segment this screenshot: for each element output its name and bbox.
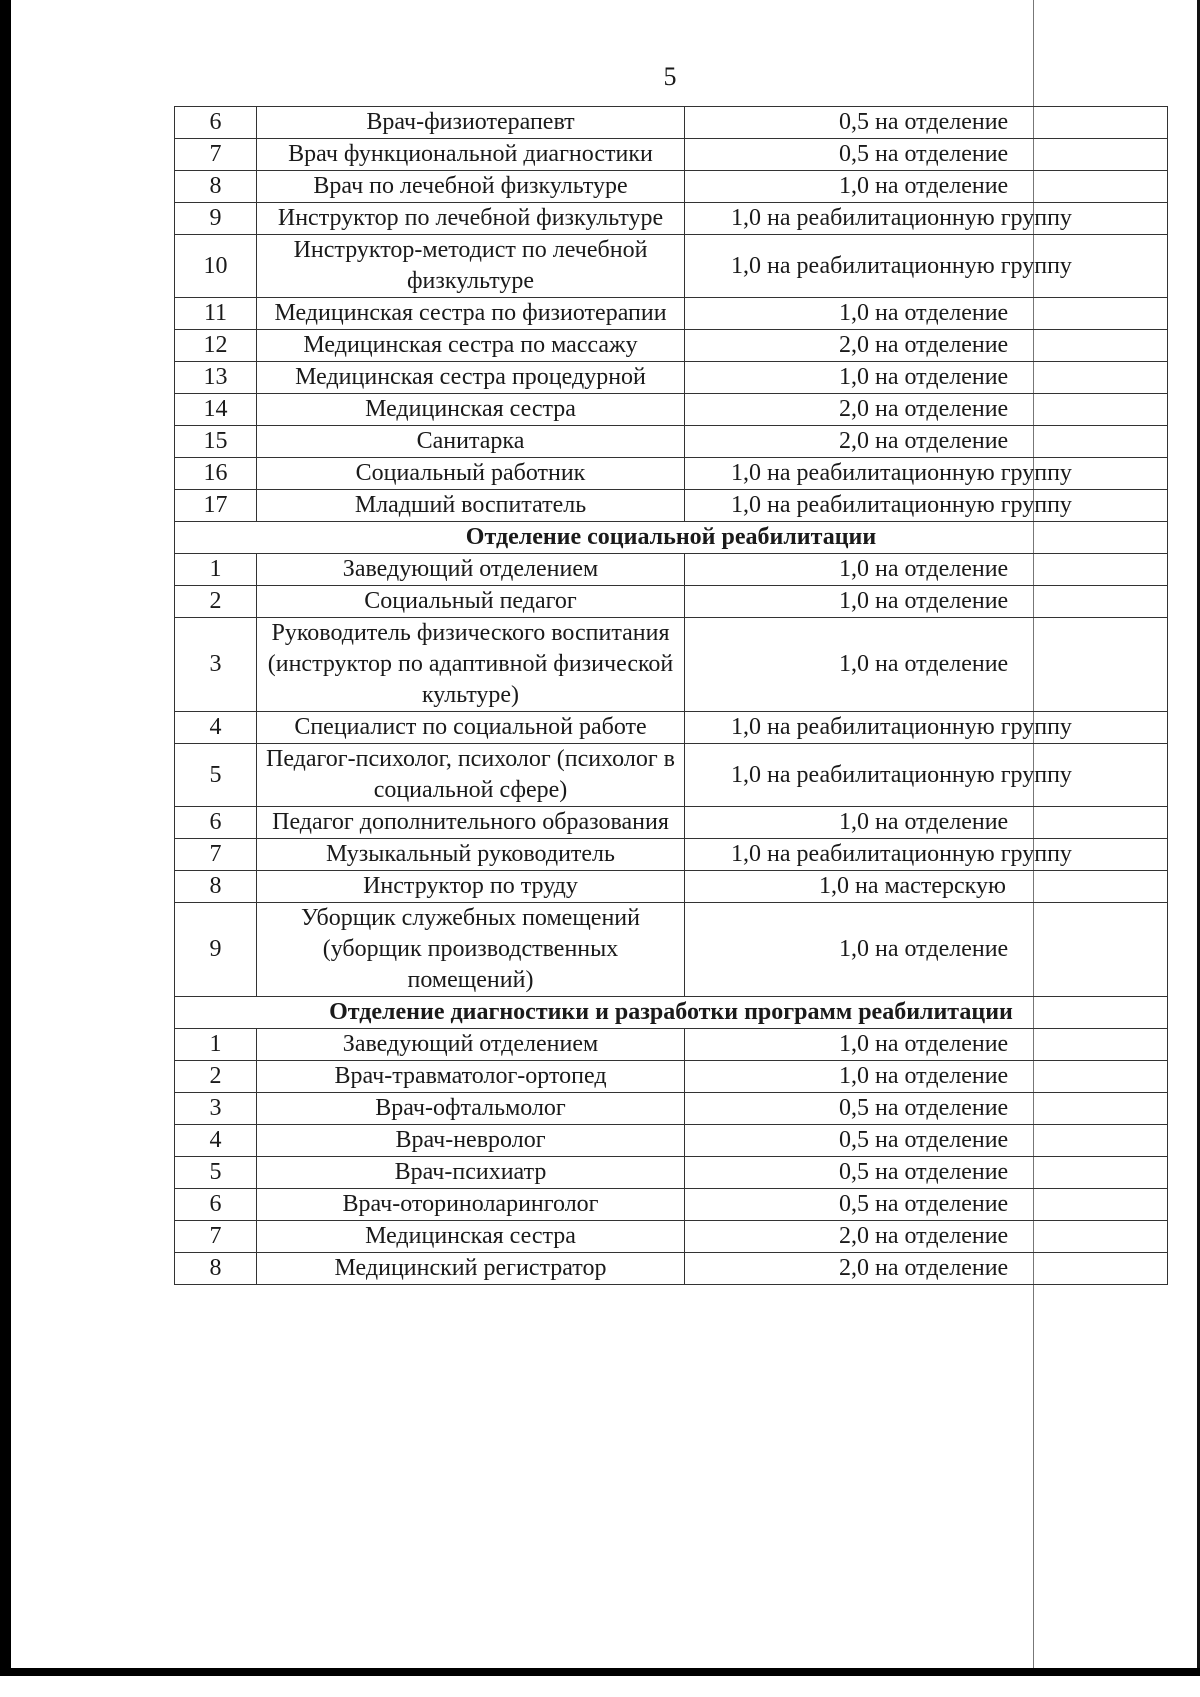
position-title: Медицинская сестра — [257, 1221, 685, 1253]
staff-rate-cell — [685, 490, 1168, 522]
row-number: 5 — [175, 744, 257, 807]
position-title: Врач-психиатр — [257, 1157, 685, 1189]
position-title: Медицинская сестра по массажу — [257, 330, 685, 362]
row-number: 13 — [175, 362, 257, 394]
row-number: 9 — [175, 903, 257, 997]
staff-rate-cell — [685, 235, 1168, 298]
staff-rate: 1,0 на отделение — [839, 1031, 1009, 1057]
row-number: 3 — [175, 618, 257, 712]
page-number: 5 — [663, 62, 677, 91]
staff-rate: 1,0 на реабилитационную группу — [731, 205, 1072, 231]
position-title: Медицинская сестра процедурной — [257, 362, 685, 394]
scan-edge-bottom — [0, 1668, 1200, 1676]
staff-rate: 1,0 на реабилитационную группу — [731, 761, 1072, 788]
staff-rate-cell — [685, 362, 1168, 394]
row-number: 11 — [175, 298, 257, 330]
staff-rate-cell — [685, 744, 1168, 807]
table-row — [175, 426, 1168, 458]
position-title: Инструктор-методист по лечебной физкультуре — [257, 235, 685, 298]
staff-rate-cell — [685, 1189, 1168, 1221]
table-row — [175, 171, 1168, 203]
staff-rate-cell — [685, 839, 1168, 871]
position-title: Врач-физиотерапевт — [257, 107, 685, 139]
staff-rate: 0,5 на отделение — [839, 1191, 1009, 1217]
staff-rate: 1,0 на реабилитационную группу — [731, 841, 1072, 867]
position-title: Санитарка — [257, 426, 685, 458]
section-title: Отделение социальной реабилитации — [175, 522, 1168, 554]
table-row — [175, 1253, 1168, 1285]
table-row — [175, 1029, 1168, 1061]
row-number: 17 — [175, 490, 257, 522]
position-title: Социальный педагог — [257, 586, 685, 618]
position-title: Социальный работник — [257, 458, 685, 490]
position-title: Музыкальный руководитель — [257, 839, 685, 871]
position-title: Врач-оториноларинголог — [257, 1189, 685, 1221]
row-number: 14 — [175, 394, 257, 426]
row-number: 1 — [175, 554, 257, 586]
row-number: 16 — [175, 458, 257, 490]
row-number: 6 — [175, 107, 257, 139]
staff-rate: 1,0 на отделение — [839, 1063, 1009, 1089]
position-title: Врач функциональной диагностики — [257, 139, 685, 171]
row-number: 7 — [175, 139, 257, 171]
table-row — [175, 1157, 1168, 1189]
row-number: 4 — [175, 712, 257, 744]
row-number: 5 — [175, 1157, 257, 1189]
row-number: 2 — [175, 1061, 257, 1093]
staff-rate-cell — [685, 1125, 1168, 1157]
staff-rate-cell — [685, 171, 1168, 203]
table-row — [175, 1093, 1168, 1125]
staff-rate-cell — [685, 298, 1168, 330]
table-row — [175, 107, 1168, 139]
table-row — [175, 458, 1168, 490]
section-header-row — [175, 997, 1168, 1029]
staff-rate-cell — [685, 107, 1168, 139]
table-row — [175, 1221, 1168, 1253]
position-title: Педагог дополнительного образования — [257, 807, 685, 839]
staff-rate-cell — [685, 586, 1168, 618]
table-row — [175, 235, 1168, 298]
table-row — [175, 618, 1168, 712]
table-row — [175, 298, 1168, 330]
position-title: Инструктор по лечебной физкультуре — [257, 203, 685, 235]
row-number: 9 — [175, 203, 257, 235]
staff-rate-cell — [685, 458, 1168, 490]
staff-rate: 1,0 на отделение — [839, 173, 1009, 199]
staff-rate-cell — [685, 871, 1168, 903]
staff-rate: 1,0 на отделение — [839, 936, 1009, 962]
table-row — [175, 490, 1168, 522]
table-row — [175, 203, 1168, 235]
staff-rate-cell — [685, 1157, 1168, 1189]
row-number: 8 — [175, 171, 257, 203]
position-title: Инструктор по труду — [257, 871, 685, 903]
staff-rate: 0,5 на отделение — [839, 141, 1009, 167]
table-row — [175, 807, 1168, 839]
staff-rate-cell — [685, 554, 1168, 586]
staff-rate: 2,0 на отделение — [839, 332, 1009, 358]
row-number: 6 — [175, 807, 257, 839]
staff-rate-cell — [685, 394, 1168, 426]
staff-rate: 0,5 на отделение — [839, 109, 1009, 135]
row-number: 3 — [175, 1093, 257, 1125]
staff-rate-cell — [685, 1221, 1168, 1253]
table-row — [175, 362, 1168, 394]
table-row — [175, 1061, 1168, 1093]
staff-rate: 2,0 на отделение — [839, 428, 1009, 454]
staff-rate: 2,0 на отделение — [839, 1223, 1009, 1249]
table-row — [175, 744, 1168, 807]
position-title: Специалист по социальной работе — [257, 712, 685, 744]
row-number: 8 — [175, 1253, 257, 1285]
position-title: Заведующий отделением — [257, 554, 685, 586]
position-title: Врач-офтальмолог — [257, 1093, 685, 1125]
staff-rate: 0,5 на отделение — [839, 1159, 1009, 1185]
row-number: 7 — [175, 1221, 257, 1253]
section-header-row — [175, 522, 1168, 554]
position-title: Руководитель физического воспитания (инструктор по адаптивной физической культуре) — [257, 618, 685, 712]
staff-rate-cell — [685, 618, 1168, 712]
staff-rate: 1,0 на мастерскую — [819, 873, 1006, 899]
table-row — [175, 554, 1168, 586]
table-row — [175, 139, 1168, 171]
staff-rate-cell — [685, 807, 1168, 839]
staff-rate: 1,0 на реабилитационную группу — [731, 460, 1072, 486]
staffing-table — [174, 106, 1168, 1285]
staff-rate: 0,5 на отделение — [839, 1127, 1009, 1153]
table-row — [175, 903, 1168, 997]
row-number: 12 — [175, 330, 257, 362]
staff-rate-cell — [685, 1093, 1168, 1125]
row-number: 10 — [175, 235, 257, 298]
staff-rate: 1,0 на реабилитационную группу — [731, 714, 1072, 740]
table-row — [175, 839, 1168, 871]
staff-rate: 0,5 на отделение — [839, 1095, 1009, 1121]
staff-rate: 2,0 на отделение — [839, 1255, 1009, 1281]
staff-rate-cell — [685, 203, 1168, 235]
row-number: 2 — [175, 586, 257, 618]
row-number: 8 — [175, 871, 257, 903]
position-title: Заведующий отделением — [257, 1029, 685, 1061]
position-title: Врач-невролог — [257, 1125, 685, 1157]
staff-rate: 2,0 на отделение — [839, 396, 1009, 422]
scan-edge-left — [0, 0, 11, 1668]
section-title: Отделение диагностики и разработки программ реабилитации — [175, 997, 1168, 1029]
staff-rate: 1,0 на реабилитационную группу — [731, 252, 1072, 279]
table-row — [175, 330, 1168, 362]
position-title: Медицинская сестра по физиотерапии — [257, 298, 685, 330]
staff-rate: 1,0 на реабилитационную группу — [731, 492, 1072, 518]
position-title: Врач по лечебной физкультуре — [257, 171, 685, 203]
position-title: Медицинский регистратор — [257, 1253, 685, 1285]
staffing-table-body — [175, 107, 1168, 1285]
staff-rate-cell — [685, 426, 1168, 458]
table-row — [175, 712, 1168, 744]
table-row — [175, 394, 1168, 426]
staff-rate: 1,0 на отделение — [839, 809, 1009, 835]
staff-rate-cell — [685, 139, 1168, 171]
table-row — [175, 586, 1168, 618]
staff-rate-cell — [685, 1253, 1168, 1285]
position-title: Младший воспитатель — [257, 490, 685, 522]
position-title: Педагог-психолог, психолог (психолог в социальной сфере) — [257, 744, 685, 807]
staff-rate-cell — [685, 903, 1168, 997]
position-title: Медицинская сестра — [257, 394, 685, 426]
position-title: Уборщик служебных помещений (уборщик производственных помещений) — [257, 903, 685, 997]
staff-rate: 1,0 на отделение — [839, 556, 1009, 582]
row-number: 15 — [175, 426, 257, 458]
staff-rate-cell — [685, 1029, 1168, 1061]
staff-rate: 1,0 на отделение — [839, 588, 1009, 614]
row-number: 1 — [175, 1029, 257, 1061]
row-number: 7 — [175, 839, 257, 871]
table-row — [175, 1125, 1168, 1157]
staff-rate: 1,0 на отделение — [839, 651, 1009, 677]
table-row — [175, 871, 1168, 903]
staff-rate: 1,0 на отделение — [839, 364, 1009, 390]
staff-rate-cell — [685, 330, 1168, 362]
row-number: 4 — [175, 1125, 257, 1157]
row-number: 6 — [175, 1189, 257, 1221]
position-title: Врач-травматолог-ортопед — [257, 1061, 685, 1093]
table-row — [175, 1189, 1168, 1221]
staff-rate-cell — [685, 712, 1168, 744]
staff-rate: 1,0 на отделение — [839, 300, 1009, 326]
staff-rate-cell — [685, 1061, 1168, 1093]
